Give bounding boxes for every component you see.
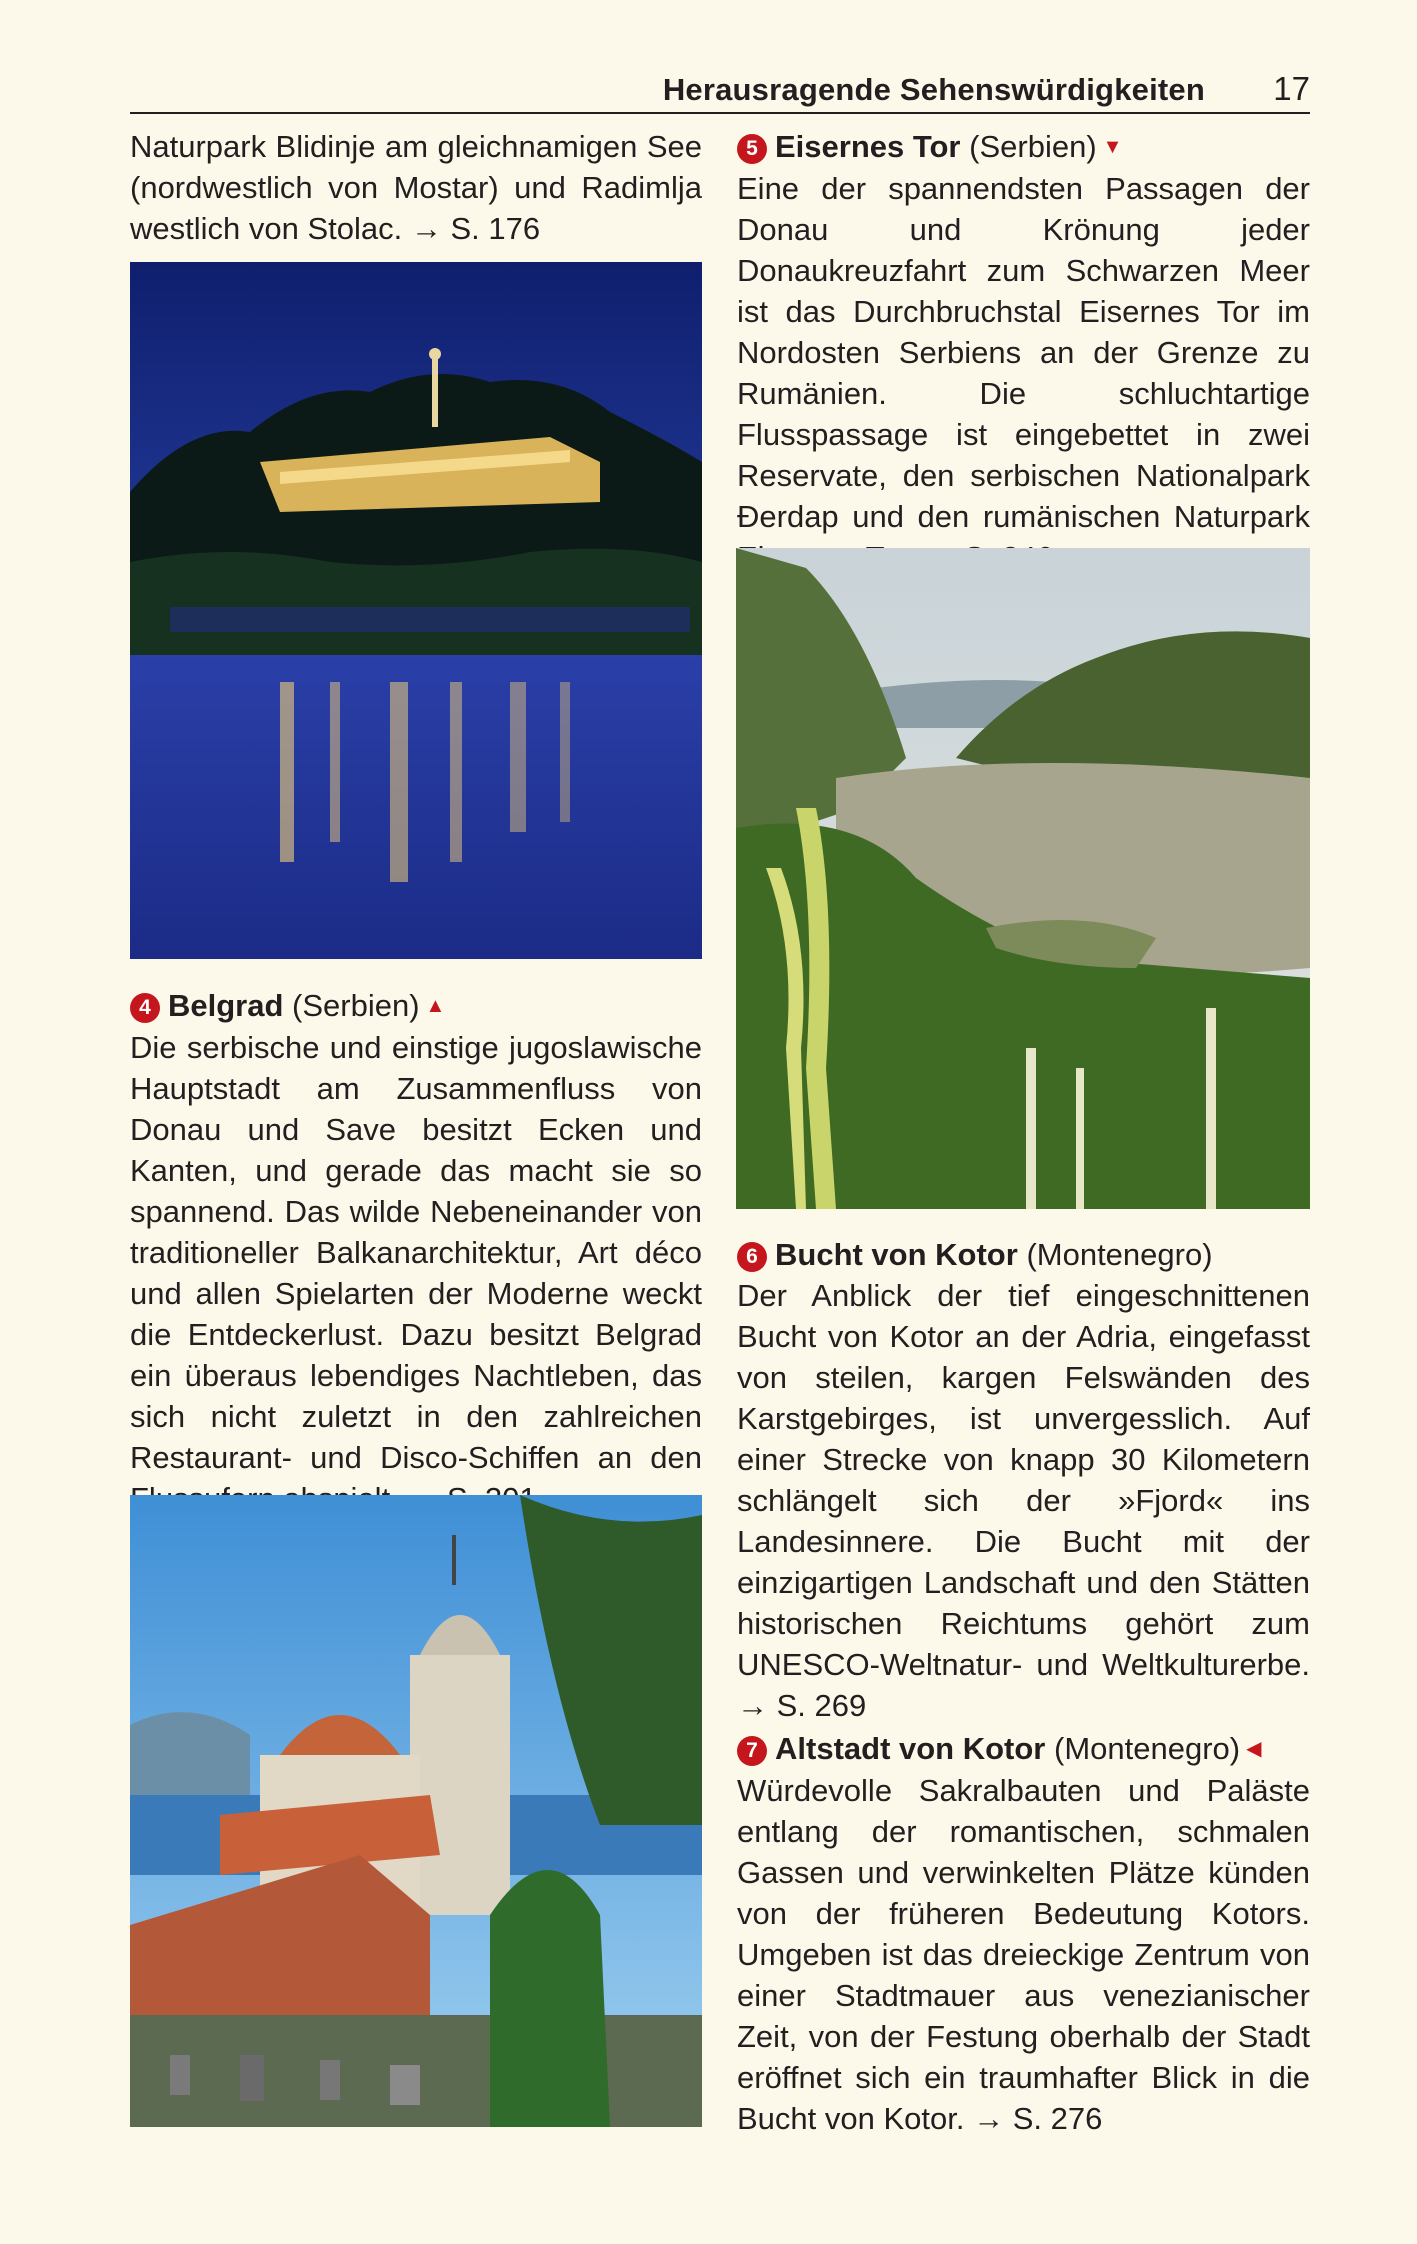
entry-heading: [130, 985, 702, 1027]
running-header: [130, 68, 1310, 114]
triangle-down-icon: ▼: [1102, 136, 1123, 158]
section-title: Herausragende Sehenswürdigkeiten: [662, 72, 1205, 107]
triangle-left-icon: ◀: [1246, 1738, 1262, 1760]
entry-country: (Montenegro): [1026, 1237, 1213, 1272]
entry-text: Würdevolle Sakralbauten und Paläste entlang der romantischen, schmalen Gassen und verwinkelten Plätze künden von der früheren Bedeutung Kotors. Umgeben ist das dreieckige Zentrum von einer Stadtmauer aus venezianischer Zeit, von der Festung oberhalb der Stadt eröffnet sich ein traumhafter Blick in die Bucht von Kotor. → S. 276: [737, 1773, 1310, 2136]
entry-heading: [737, 126, 1310, 168]
entry-eisernes-tor: [737, 126, 1310, 578]
entry-belgrad: [130, 985, 702, 1519]
entry-text: Eine der spannendsten Passagen der Donau und Krönung jeder Donaukreuzfahrt zum Schwarzen Meer ist das Durchbruchstal Eisernes Tor im Nordosten Serbiens an der Grenze zu Rumänien. Die schluchtartige Flusspassage ist eingebettet in zwei Reservate, den serbischen Nationalpark Đerdap und den rumänischen Naturpark: [737, 171, 1310, 534]
belgrade-night-photo: [130, 262, 702, 959]
number-badge: 5: [737, 134, 767, 164]
entry-text: Der Anblick der tief eingeschnittenen Bucht von Kotor an der Adria, eingefasst von steilen, kargen Felswänden des Karstgebirges, ist unvergesslich. Auf einer Strecke von knapp 30 Kilometern schlängelt sich der »Fjord« ins Landesinnere. Die Bucht mit der einzigartigen Landschaft und den Stätten historischen Reichtums gehört zum UNESCO-Weltnatur- und Weltkulturerbe. → S. 269: [737, 1278, 1310, 1723]
number-badge: 6: [737, 1242, 767, 1272]
page-number: 17: [1273, 70, 1310, 107]
intro-paragraph: Naturpark Blidinje am gleichnamigen See (nordwestlich von Mostar) und Radimlja westlich von Stolac. → S. 176: [130, 129, 702, 246]
triangle-up-icon: ▲: [425, 995, 446, 1017]
entry-heading: [737, 1728, 1310, 1770]
entry-bucht-von-kotor: [737, 1234, 1310, 1726]
entry-heading: [737, 1234, 1310, 1275]
entry-name: Eisernes Tor: [775, 129, 961, 164]
entry-country: (Serbien): [292, 988, 420, 1023]
entry-country: (Montenegro): [1054, 1731, 1241, 1766]
entry-altstadt-von-kotor: [737, 1728, 1310, 2139]
left-column-intro: [130, 126, 702, 249]
entry-name: Belgrad: [168, 988, 284, 1023]
entry-country: (Serbien): [969, 129, 1097, 164]
entry-name: Altstadt von Kotor: [775, 1731, 1046, 1766]
number-badge: 7: [737, 1736, 767, 1766]
number-badge: 4: [130, 993, 160, 1023]
iron-gate-photo: [736, 548, 1310, 1209]
entry-text: Die serbische und einstige jugoslawische Hauptstadt am Zusammenfluss von Donau und Save besitzt Ecken und Kanten, und gerade das macht sie so spannend. Das wilde Nebeneinander von traditioneller Balkanarchitektur, Art déco und allen Spielarten der Moderne weckt die Entdeckerlust. Dazu besitzt Belgrad ein überaus lebendiges Nachtleben, das sich nicht zuletzt in den zahlreichen Restaurant- und Disco-Schiffen an den: [130, 1030, 702, 1475]
monastery-photo: [130, 1495, 702, 2127]
entry-name: Bucht von Kotor: [775, 1237, 1018, 1272]
